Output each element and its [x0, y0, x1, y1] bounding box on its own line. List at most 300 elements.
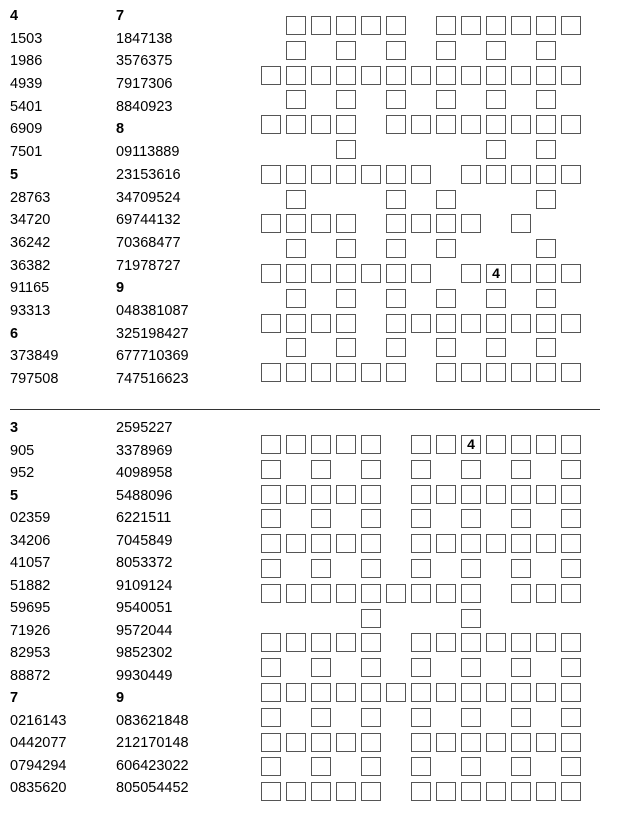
grid-cell[interactable] — [561, 757, 581, 776]
grid-cell[interactable] — [536, 782, 556, 801]
grid-cell[interactable] — [386, 41, 406, 60]
word-entry: 677710369 — [116, 348, 189, 365]
grid-cell[interactable] — [261, 782, 281, 801]
grid-cell[interactable] — [311, 264, 331, 283]
grid-cell[interactable] — [461, 16, 481, 35]
grid-cell[interactable] — [361, 435, 381, 454]
grid-cell[interactable] — [561, 16, 581, 35]
grid-cell[interactable] — [511, 733, 531, 752]
grid-cell[interactable] — [361, 658, 381, 677]
grid-cell[interactable] — [386, 584, 406, 603]
grid-cell[interactable] — [461, 782, 481, 801]
word-entry: 36242 — [10, 234, 51, 251]
grid-cell[interactable] — [311, 314, 331, 333]
grid-cell[interactable] — [561, 658, 581, 677]
grid-cell[interactable] — [561, 559, 581, 578]
grid-cell[interactable] — [336, 90, 356, 109]
grid-cell[interactable] — [386, 214, 406, 233]
grid-cell[interactable] — [486, 683, 506, 702]
grid-cell[interactable] — [361, 683, 381, 702]
grid-cell[interactable] — [461, 733, 481, 752]
word-entry: 88872 — [10, 667, 51, 684]
grid-cell[interactable] — [511, 757, 531, 776]
word-length-heading: 8 — [116, 121, 125, 138]
grid-cell[interactable] — [536, 363, 556, 382]
word-entry: 9852302 — [116, 645, 173, 661]
grid-cell[interactable] — [536, 140, 556, 159]
word-entry: 0835620 — [10, 780, 67, 796]
grid-cell[interactable] — [436, 485, 456, 504]
grid-cell[interactable] — [536, 115, 556, 134]
grid-cell[interactable] — [311, 708, 331, 727]
grid-cell[interactable] — [436, 190, 456, 209]
grid-cell[interactable] — [486, 165, 506, 184]
grid-cell[interactable] — [336, 165, 356, 184]
grid-cell[interactable] — [336, 435, 356, 454]
grid-cell[interactable] — [311, 534, 331, 553]
grid-cell[interactable] — [461, 509, 481, 528]
grid-cell[interactable] — [486, 90, 506, 109]
grid-cell[interactable] — [561, 435, 581, 454]
grid-cell[interactable] — [486, 140, 506, 159]
grid-cell[interactable] — [411, 584, 431, 603]
grid-cell[interactable] — [336, 140, 356, 159]
grid-cell[interactable] — [561, 66, 581, 85]
grid-cell[interactable] — [386, 363, 406, 382]
word-entry: 747516623 — [116, 371, 189, 387]
word-entry: 71926 — [10, 622, 51, 639]
grid-cell[interactable] — [286, 165, 306, 184]
grid-cell[interactable] — [561, 782, 581, 801]
grid-cell[interactable] — [561, 708, 581, 727]
grid-cell[interactable] — [261, 435, 281, 454]
grid-cell[interactable] — [261, 733, 281, 752]
grid-cell[interactable] — [436, 733, 456, 752]
grid-cell[interactable] — [511, 782, 531, 801]
grid-cell[interactable] — [511, 559, 531, 578]
grid-cell[interactable] — [411, 733, 431, 752]
word-entry: 952 — [10, 465, 35, 481]
grid-cell[interactable] — [461, 264, 481, 283]
grid-cell[interactable] — [511, 363, 531, 382]
grid-cell[interactable] — [361, 534, 381, 553]
grid-cell[interactable] — [436, 363, 456, 382]
grid-cell[interactable] — [261, 66, 281, 85]
grid-cell[interactable] — [336, 314, 356, 333]
grid-cell[interactable] — [286, 90, 306, 109]
grid-cell[interactable] — [361, 757, 381, 776]
grid-cell[interactable] — [436, 633, 456, 652]
grid-cell[interactable] — [286, 435, 306, 454]
grid-cell[interactable] — [486, 66, 506, 85]
grid-cell[interactable] — [536, 485, 556, 504]
grid-cell[interactable] — [486, 338, 506, 357]
grid-cell[interactable] — [561, 683, 581, 702]
grid-cell[interactable] — [411, 757, 431, 776]
grid-cell[interactable] — [511, 214, 531, 233]
grid-cell[interactable] — [411, 509, 431, 528]
grid-cell[interactable] — [361, 584, 381, 603]
grid-cell[interactable] — [336, 338, 356, 357]
grid-cell[interactable] — [361, 485, 381, 504]
word-length-heading: 5 — [10, 487, 19, 504]
grid-cell[interactable] — [486, 363, 506, 382]
grid-cell[interactable] — [536, 289, 556, 308]
grid-cell[interactable] — [461, 214, 481, 233]
grid-cell[interactable] — [361, 609, 381, 628]
grid-cell[interactable] — [536, 66, 556, 85]
grid-cell[interactable] — [461, 460, 481, 479]
grid-cell[interactable] — [261, 633, 281, 652]
grid-cell[interactable] — [311, 435, 331, 454]
grid-cell[interactable] — [511, 633, 531, 652]
word-entry: 34720 — [10, 212, 51, 229]
grid-cell[interactable] — [336, 485, 356, 504]
grid-cell[interactable] — [311, 485, 331, 504]
grid-cell[interactable] — [311, 363, 331, 382]
grid-cell[interactable] — [286, 41, 306, 60]
grid-cell[interactable] — [411, 66, 431, 85]
grid-cell[interactable] — [336, 16, 356, 35]
grid-cell[interactable] — [486, 733, 506, 752]
word-entry: 7917306 — [116, 76, 173, 93]
grid-cell[interactable] — [561, 509, 581, 528]
grid-cell[interactable] — [411, 435, 431, 454]
word-entry: 0442077 — [10, 735, 67, 751]
word-entry: 1847138 — [116, 30, 173, 47]
word-entry: 91165 — [10, 280, 50, 297]
grid-cell[interactable] — [461, 584, 481, 603]
grid-cell[interactable] — [461, 633, 481, 652]
grid-cell[interactable] — [311, 509, 331, 528]
grid-cell[interactable] — [336, 264, 356, 283]
grid-cell[interactable] — [411, 633, 431, 652]
grid-cell[interactable] — [286, 289, 306, 308]
grid-cell[interactable] — [561, 633, 581, 652]
grid-cell[interactable] — [436, 584, 456, 603]
grid-cell[interactable] — [286, 190, 306, 209]
grid-cell[interactable] — [261, 485, 281, 504]
fill-in-grid — [261, 435, 591, 815]
grid-cell[interactable] — [436, 239, 456, 258]
grid-cell[interactable] — [336, 534, 356, 553]
grid-cell[interactable] — [411, 559, 431, 578]
grid-cell[interactable] — [261, 708, 281, 727]
word-entry: 41057 — [10, 555, 51, 571]
grid-cell[interactable] — [386, 683, 406, 702]
grid-cell[interactable] — [261, 757, 281, 776]
grid-cell[interactable] — [261, 314, 281, 333]
word-entry: 9109124 — [116, 577, 173, 594]
grid-cell[interactable] — [261, 165, 281, 184]
grid-cell[interactable] — [311, 115, 331, 134]
grid-cell[interactable] — [361, 460, 381, 479]
grid-cell[interactable] — [361, 509, 381, 528]
grid-cell[interactable] — [461, 559, 481, 578]
grid-cell[interactable] — [486, 485, 506, 504]
grid-cell[interactable] — [536, 41, 556, 60]
grid-cell[interactable] — [261, 658, 281, 677]
grid-cell[interactable] — [336, 214, 356, 233]
grid-cell[interactable] — [361, 165, 381, 184]
grid-cell[interactable] — [386, 90, 406, 109]
grid-cell[interactable] — [511, 584, 531, 603]
grid-cell[interactable] — [536, 633, 556, 652]
grid-cell[interactable] — [436, 534, 456, 553]
grid-cell-given[interactable]: 4 — [486, 264, 506, 283]
grid-cell[interactable] — [486, 115, 506, 134]
grid-cell[interactable] — [361, 708, 381, 727]
grid-cell[interactable] — [286, 264, 306, 283]
grid-cell[interactable] — [261, 683, 281, 702]
grid-cell[interactable] — [436, 214, 456, 233]
grid-cell[interactable] — [561, 314, 581, 333]
grid-cell[interactable] — [286, 534, 306, 553]
grid-cell[interactable] — [336, 584, 356, 603]
grid-cell[interactable] — [361, 16, 381, 35]
grid-cell[interactable] — [561, 485, 581, 504]
grid-cell[interactable] — [436, 435, 456, 454]
grid-cell[interactable] — [311, 584, 331, 603]
grid-cell[interactable] — [511, 66, 531, 85]
grid-cell[interactable] — [411, 658, 431, 677]
word-entry: 23153616 — [116, 166, 181, 183]
grid-cell[interactable] — [411, 485, 431, 504]
grid-cell[interactable] — [536, 584, 556, 603]
grid-cell[interactable] — [536, 683, 556, 702]
grid-cell[interactable] — [386, 314, 406, 333]
grid-cell[interactable] — [561, 264, 581, 283]
grid-cell[interactable] — [536, 90, 556, 109]
grid-cell[interactable] — [461, 363, 481, 382]
word-entry: 2595227 — [116, 420, 173, 436]
grid-cell[interactable] — [311, 559, 331, 578]
grid-cell[interactable] — [311, 165, 331, 184]
grid-cell[interactable] — [411, 165, 431, 184]
grid-cell[interactable] — [511, 435, 531, 454]
grid-cell[interactable] — [461, 609, 481, 628]
grid-cell[interactable] — [286, 115, 306, 134]
grid-cell[interactable] — [436, 16, 456, 35]
grid-cell[interactable] — [386, 190, 406, 209]
grid-cell[interactable] — [486, 16, 506, 35]
grid-cell[interactable] — [536, 16, 556, 35]
grid-cell-given[interactable]: 4 — [461, 435, 481, 454]
grid-cell[interactable] — [311, 782, 331, 801]
grid-cell[interactable] — [386, 115, 406, 134]
grid-cell[interactable] — [436, 338, 456, 357]
grid-cell[interactable] — [436, 90, 456, 109]
grid-cell[interactable] — [286, 214, 306, 233]
grid-cell[interactable] — [436, 115, 456, 134]
grid-cell[interactable] — [286, 782, 306, 801]
grid-cell[interactable] — [461, 66, 481, 85]
grid-cell[interactable] — [311, 658, 331, 677]
grid-cell[interactable] — [386, 165, 406, 184]
grid-cell[interactable] — [336, 363, 356, 382]
grid-cell[interactable] — [486, 633, 506, 652]
grid-cell[interactable] — [461, 683, 481, 702]
grid-cell[interactable] — [436, 289, 456, 308]
divider — [10, 409, 600, 410]
grid-cell[interactable] — [286, 239, 306, 258]
grid-cell[interactable] — [261, 534, 281, 553]
grid-cell[interactable] — [361, 264, 381, 283]
grid-cell[interactable] — [311, 66, 331, 85]
grid-cell[interactable] — [511, 658, 531, 677]
grid-cell[interactable] — [286, 314, 306, 333]
grid-cell[interactable] — [411, 460, 431, 479]
grid-cell[interactable] — [336, 633, 356, 652]
grid-cell[interactable] — [311, 733, 331, 752]
grid-cell[interactable] — [386, 289, 406, 308]
grid-cell[interactable] — [336, 239, 356, 258]
grid-cell[interactable] — [386, 338, 406, 357]
grid-cell[interactable] — [286, 733, 306, 752]
grid-cell[interactable] — [361, 363, 381, 382]
grid-cell[interactable] — [386, 16, 406, 35]
grid-cell[interactable] — [311, 460, 331, 479]
grid-cell[interactable] — [286, 66, 306, 85]
grid-cell[interactable] — [511, 485, 531, 504]
grid-cell[interactable] — [261, 559, 281, 578]
grid-cell[interactable] — [411, 115, 431, 134]
grid-cell[interactable] — [511, 16, 531, 35]
grid-cell[interactable] — [411, 314, 431, 333]
grid-cell[interactable] — [361, 733, 381, 752]
grid-cell[interactable] — [511, 683, 531, 702]
grid-cell[interactable] — [286, 16, 306, 35]
word-entry: 048381087 — [116, 302, 189, 319]
grid-cell[interactable] — [461, 658, 481, 677]
word-list-column — [10, 5, 58, 391]
grid-cell[interactable] — [536, 314, 556, 333]
grid-cell[interactable] — [536, 435, 556, 454]
word-entry: 3378969 — [116, 442, 173, 459]
grid-cell[interactable] — [286, 485, 306, 504]
grid-cell[interactable] — [511, 314, 531, 333]
grid-cell[interactable] — [436, 782, 456, 801]
grid-cell[interactable] — [486, 782, 506, 801]
grid-cell[interactable] — [386, 239, 406, 258]
grid-cell[interactable] — [561, 165, 581, 184]
grid-cell[interactable] — [511, 708, 531, 727]
grid-cell[interactable] — [261, 509, 281, 528]
grid-cell[interactable] — [461, 165, 481, 184]
grid-cell[interactable] — [536, 239, 556, 258]
grid-cell[interactable] — [511, 165, 531, 184]
grid-cell[interactable] — [386, 66, 406, 85]
grid-cell[interactable] — [411, 214, 431, 233]
grid-cell[interactable] — [461, 757, 481, 776]
word-entry: 0216143 — [10, 712, 67, 729]
grid-cell[interactable] — [536, 190, 556, 209]
word-entry: 51882 — [10, 577, 51, 594]
grid-cell[interactable] — [486, 314, 506, 333]
grid-cell[interactable] — [436, 683, 456, 702]
grid-cell[interactable] — [286, 338, 306, 357]
grid-cell[interactable] — [561, 534, 581, 553]
grid-cell[interactable] — [486, 435, 506, 454]
grid-cell[interactable] — [561, 115, 581, 134]
grid-cell[interactable] — [361, 782, 381, 801]
grid-cell[interactable] — [336, 115, 356, 134]
grid-cell[interactable] — [286, 584, 306, 603]
grid-cell[interactable] — [511, 534, 531, 553]
grid-cell[interactable] — [336, 66, 356, 85]
grid-cell[interactable] — [536, 338, 556, 357]
grid-cell[interactable] — [536, 733, 556, 752]
grid-cell[interactable] — [386, 264, 406, 283]
grid-cell[interactable] — [436, 41, 456, 60]
grid-cell[interactable] — [261, 264, 281, 283]
grid-cell[interactable] — [361, 633, 381, 652]
fill-in-grid — [261, 16, 591, 396]
grid-cell[interactable] — [536, 165, 556, 184]
grid-cell[interactable] — [336, 733, 356, 752]
grid-cell[interactable] — [511, 509, 531, 528]
grid-cell[interactable] — [336, 289, 356, 308]
grid-cell[interactable] — [411, 683, 431, 702]
grid-cell[interactable] — [361, 559, 381, 578]
grid-cell[interactable] — [511, 264, 531, 283]
word-entry: 09113889 — [116, 144, 180, 161]
grid-cell[interactable] — [261, 115, 281, 134]
grid-cell[interactable] — [486, 41, 506, 60]
grid-cell[interactable] — [411, 264, 431, 283]
grid-cell[interactable] — [286, 683, 306, 702]
grid-cell[interactable] — [261, 584, 281, 603]
grid-cell[interactable] — [486, 289, 506, 308]
grid-cell[interactable] — [261, 214, 281, 233]
grid-cell[interactable] — [536, 534, 556, 553]
grid-cell[interactable] — [561, 733, 581, 752]
grid-cell[interactable] — [511, 460, 531, 479]
grid-cell[interactable] — [561, 363, 581, 382]
word-entry: 8053372 — [116, 555, 173, 571]
grid-cell[interactable] — [311, 683, 331, 702]
grid-cell[interactable] — [461, 314, 481, 333]
grid-cell[interactable] — [411, 534, 431, 553]
grid-cell[interactable] — [311, 16, 331, 35]
grid-cell[interactable] — [361, 66, 381, 85]
grid-cell[interactable] — [461, 485, 481, 504]
grid-cell[interactable] — [461, 115, 481, 134]
grid-cell[interactable] — [461, 708, 481, 727]
grid-cell[interactable] — [536, 264, 556, 283]
grid-cell[interactable] — [411, 782, 431, 801]
grid-cell[interactable] — [561, 584, 581, 603]
grid-cell[interactable] — [311, 633, 331, 652]
grid-cell[interactable] — [286, 363, 306, 382]
grid-cell[interactable] — [486, 534, 506, 553]
grid-cell[interactable] — [411, 708, 431, 727]
grid-cell[interactable] — [436, 66, 456, 85]
grid-cell[interactable] — [261, 460, 281, 479]
grid-cell[interactable] — [436, 314, 456, 333]
grid-cell[interactable] — [561, 460, 581, 479]
grid-cell[interactable] — [336, 41, 356, 60]
grid-cell[interactable] — [286, 633, 306, 652]
grid-cell[interactable] — [336, 683, 356, 702]
grid-cell[interactable] — [311, 214, 331, 233]
grid-cell[interactable] — [336, 782, 356, 801]
grid-cell[interactable] — [511, 115, 531, 134]
grid-cell[interactable] — [311, 757, 331, 776]
grid-cell[interactable] — [261, 363, 281, 382]
word-entry: 71978727 — [116, 257, 181, 274]
grid-cell[interactable] — [461, 534, 481, 553]
